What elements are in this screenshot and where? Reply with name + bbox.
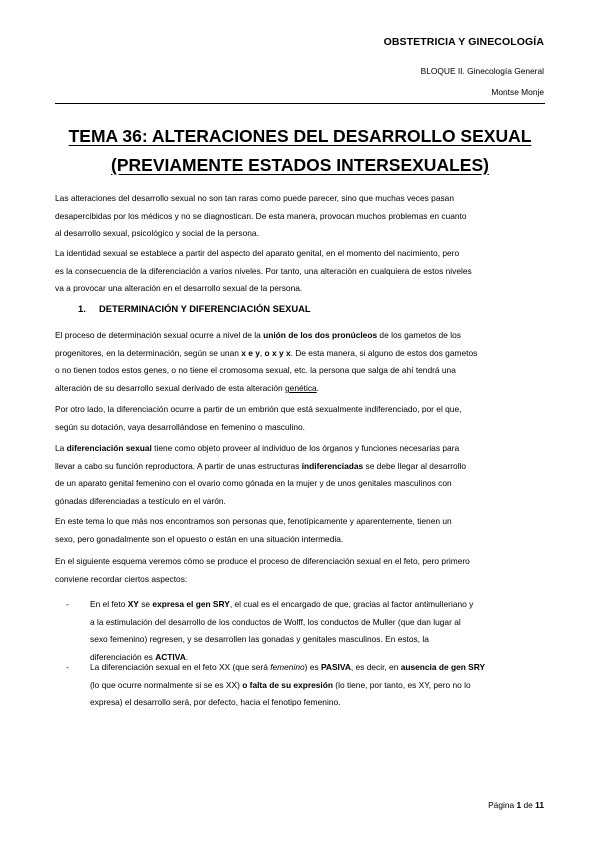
text-run: alteración de su desarrollo sexual derivado de esta alteración	[55, 383, 285, 394]
text-line: En este tema lo que más nos encontramos son personas que, fenotípicamente y aparentemente, tienen un	[55, 516, 452, 526]
text-run: El proceso de determinación sexual ocurre a nivel de la	[55, 330, 264, 340]
header-block: BLOQUE II. Ginecología General	[420, 66, 544, 76]
section-paragraph-4	[55, 513, 545, 548]
text-run: En el feto	[90, 599, 128, 609]
text-line: o no tienen todos estos genes, o no tiene el cromosoma sexual, etc. la persona que salga de ahí tendrá una	[55, 365, 456, 376]
text-run: .	[316, 383, 319, 394]
text-run: ) es	[304, 662, 321, 672]
section-paragraph-5	[55, 553, 545, 588]
intro-paragraph-1	[55, 190, 545, 243]
text-line: gónadas diferenciadas a testículo en el varón.	[55, 496, 226, 507]
text-line: Las alteraciones del desarrollo sexual no son tan raras como puede parecer, sino que muchas veces pasan	[55, 193, 454, 203]
text-run-bold: XY	[127, 599, 139, 609]
text-run: . De esta manera, si alguno de estos dos gametos	[290, 347, 478, 358]
text-run-bold: o falta de su expresión	[242, 679, 333, 690]
text-line: al desarrollo sexual, psicológico y social de la persona.	[55, 228, 259, 239]
text-line: sexo femenino) regresen, y se desarrollen las gonadas y genitales masculinos. En estos, la	[90, 634, 429, 645]
text-line	[55, 348, 477, 358]
text-line	[90, 662, 485, 672]
title-line-2: (PREVIAMENTE ESTADOS INTERSEXUALES)	[111, 155, 489, 175]
text-run-bold: ausencia de gen SRY	[400, 662, 486, 672]
text-line	[55, 461, 466, 471]
text-line: según su dotación, vaya desarrollándose en femenino o masculino.	[55, 421, 306, 432]
text-run: La	[55, 443, 67, 453]
section-paragraph-2	[55, 401, 545, 436]
text-run-underlined: genética	[285, 383, 317, 394]
footer-prefix: Página	[488, 800, 517, 810]
text-run-italic: femenino	[270, 662, 305, 672]
page-title	[55, 122, 545, 180]
header-author: Montse Monje	[491, 87, 544, 97]
text-line: sexo, pero gonadalmente son el opuesto o están en una situación intermedia.	[55, 533, 344, 544]
text-run-bold: x e y	[241, 347, 260, 358]
text-run-bold: ACTIVA	[155, 652, 186, 663]
text-line: va a provocar una alteración en el desarrollo sexual de la persona.	[55, 283, 303, 294]
text-line: En el siguiente esquema veremos cómo se produce el proceso de diferenciación sexual en el feto, pero primero	[55, 556, 470, 566]
text-run-bold: expresa el gen SRY	[152, 599, 230, 609]
section-heading	[78, 303, 311, 314]
text-line	[90, 599, 473, 609]
text-run: se debe llegar al desarrollo	[363, 460, 467, 471]
text-run: (lo tiene, por tanto, es XY, pero no lo	[332, 679, 471, 690]
text-run-bold: indiferenciadas	[301, 460, 364, 471]
text-run: tiene como objeto proveer al individuo de los órganos y funciones necesarias para	[151, 443, 460, 453]
text-line: a la estimulación del desarrollo de los conductos de Wolff, los conductos de Muller (que dan lugar al	[90, 616, 461, 627]
bullet-item-1	[90, 596, 545, 667]
section-paragraph-1	[55, 327, 545, 398]
title-line-1: TEMA 36: ALTERACIONES DEL DESARROLLO SEXUAL	[68, 126, 532, 146]
text-run: se	[138, 599, 153, 609]
page-footer	[488, 800, 544, 810]
text-line: es la consecuencia de la diferenciación a varios niveles. Por tanto, una alteración en cualquiera de estos niveles	[55, 265, 472, 276]
text-line: La identidad sexual se establece a partir del aspecto del aparato genital, en el momento del nacimiento, pero	[55, 248, 460, 258]
text-run: .	[185, 652, 189, 663]
text-line: desapercibidas por los médicos y no se diagnostican. De esta manera, provocan muchos problemas en cuanto	[55, 210, 467, 221]
section-paragraph-3	[55, 440, 545, 511]
text-line	[55, 443, 459, 453]
bullet-dash: -	[66, 662, 69, 672]
text-line: de un aparato genital femenino con el ovario como gónada en la mujer y de unos genitales masculinos con	[55, 478, 452, 489]
header-subject: OBSTETRICIA Y GINECOLOGÍA	[383, 36, 544, 48]
page-number-total: 11	[535, 800, 544, 810]
text-run: , es decir, en	[350, 662, 401, 672]
text-line	[55, 330, 461, 340]
text-run: ,	[259, 347, 265, 358]
text-run: progenitores, en la determinación, según se unan	[55, 347, 242, 358]
text-run-bold: diferenciación sexual	[66, 443, 152, 453]
header-rule	[55, 103, 545, 104]
text-run: La diferenciación sexual en el feto XX (que será	[90, 662, 271, 672]
text-run: de los gametos de los	[377, 330, 461, 340]
text-run: diferenciación es	[90, 652, 156, 663]
intro-paragraph-2	[55, 245, 545, 298]
text-run: llevar a cabo su función reproductora. A partir de unas estructuras	[55, 460, 302, 471]
text-line: conviene recordar ciertos aspectos:	[55, 573, 188, 584]
text-run: , el cual es el encargado de que, gracias al factor antimulleriano y	[229, 599, 474, 609]
text-line	[90, 680, 471, 690]
bullet-dash: -	[66, 599, 69, 609]
page-number-current: 1	[516, 800, 522, 810]
text-run-bold: o x y x	[264, 347, 291, 358]
footer-of: de	[521, 800, 536, 810]
text-run-bold: unión de los dos pronúcleos	[263, 330, 378, 340]
bullet-item-2	[90, 659, 545, 712]
text-run-bold: PASIVA	[320, 662, 351, 672]
text-line: expresa) el desarrollo será, por defecto, hacia el fenotipo femenino.	[90, 697, 341, 708]
section-number: 1.	[78, 303, 86, 314]
text-run: (lo que ocurre normalmente si se es XX)	[90, 679, 243, 690]
text-line	[55, 383, 319, 393]
text-line: Por otro lado, la diferenciación ocurre a partir de un embrión que está sexualmente indiferenciado, por el que,	[55, 404, 462, 414]
section-title: DETERMINACIÓN Y DIFERENCIACIÓN SEXUAL	[99, 303, 311, 314]
